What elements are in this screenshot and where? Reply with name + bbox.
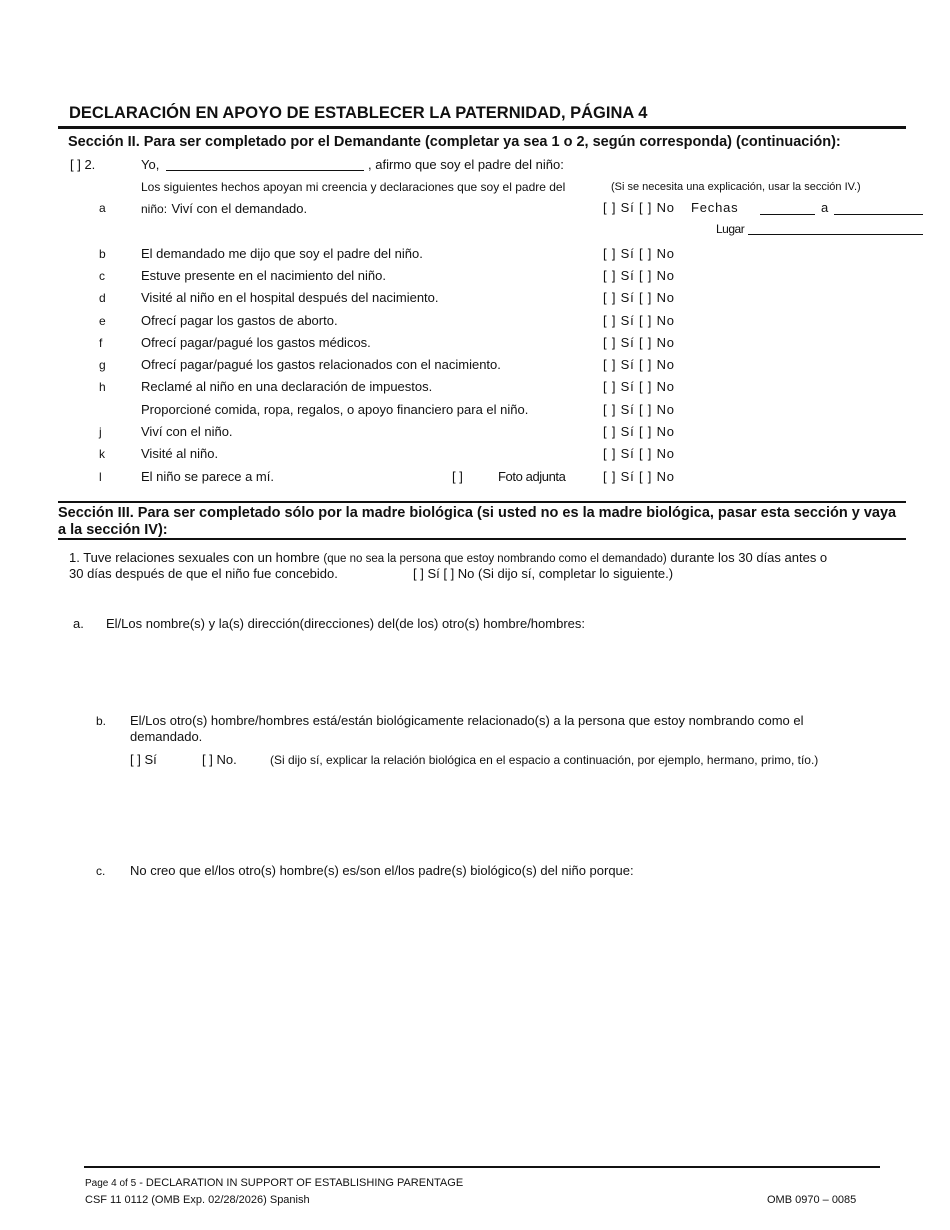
item-letter: h — [99, 380, 106, 394]
item-text: Visité al niño en el hospital después del nacimiento. — [141, 290, 439, 305]
item-answer[interactable]: [ ] Sí [ ] No — [603, 268, 675, 283]
item-letter: e — [99, 314, 106, 328]
item-answer[interactable]: [ ] Sí [ ] No — [603, 379, 675, 394]
sec3-a-letter: a. — [73, 616, 84, 631]
item-answer[interactable]: [ ] Sí [ ] No — [603, 313, 675, 328]
sec3-b-text-1: El/Los otro(s) hombre/hombres está/están biológicamente relacionado(s) a la persona que estoy nombrando como el — [130, 713, 804, 728]
sec3-c-text: No creo que el/los otro(s) hombre(s) es/son el/los padre(s) biológico(s) del niño porque: — [130, 863, 634, 878]
footer-form-id: CSF 11 0112 (OMB Exp. 02/28/2026) Spanish — [85, 1194, 310, 1206]
sec3-b-note: (Si dijo sí, explicar la relación biológica en el espacio a continuación, por ejemplo, hermano, primo, tío.) — [270, 753, 819, 767]
item-answer[interactable]: [ ] Sí [ ] No — [603, 357, 675, 372]
item-text: Proporcioné comida, ropa, regalos, o apoyo financiero para el niño. — [141, 402, 529, 417]
sec3-c-letter: c. — [96, 864, 106, 878]
explanation-note: (Si se necesita una explicación, usar la sección IV.) — [611, 181, 861, 193]
fechas-label: Fechas — [691, 200, 739, 215]
footer-omb: OMB 0970 – 0085 — [767, 1194, 857, 1206]
item-answer[interactable]: [ ] Sí [ ] No — [603, 424, 675, 439]
q1-line-2: 30 días después de que el niño fue concebido. — [69, 566, 338, 581]
fechas-a-label: a — [821, 200, 829, 215]
facts-intro: Los siguientes hechos apoyan mi creencia y declaraciones que soy el padre del — [141, 180, 566, 194]
item-letter: b — [99, 247, 106, 261]
footer-page-info — [85, 1177, 463, 1189]
sec3-a-text: El/Los nombre(s) y la(s) dirección(direcciones) del(de los) otro(s) hombre/hombres: — [106, 616, 586, 631]
title-divider — [58, 126, 906, 129]
fechas-from-field[interactable] — [760, 214, 815, 215]
item-letter: g — [99, 358, 106, 372]
affirm-text: , afirmo que soy el padre del niño: — [368, 157, 564, 172]
name-field[interactable] — [166, 170, 364, 171]
lugar-field[interactable] — [748, 234, 923, 235]
item-text: Ofrecí pagar/pagué los gastos relacionados con el nacimiento. — [141, 357, 501, 372]
lugar-label: Lugar — [716, 222, 745, 236]
item-letter: d — [99, 291, 106, 305]
section-2-heading: Sección II. Para ser completado por el Demandante (completar ya sea 1 o 2, según corresponda) (continuación): — [68, 134, 841, 150]
sec3-b-letter: b. — [96, 714, 107, 728]
item-answer[interactable]: [ ] Sí [ ] No — [603, 446, 675, 461]
item-letter: f — [99, 336, 103, 350]
item-a-answer[interactable]: [ ] Sí [ ] No — [603, 200, 675, 215]
sec3-b-no[interactable]: [ ] No. — [202, 752, 237, 767]
item-answer[interactable]: [ ] Sí [ ] No — [603, 335, 675, 350]
footer-page-title: - DECLARATION IN SUPPORT OF ESTABLISHING PARENTAGE — [136, 1177, 464, 1189]
footer-rule — [84, 1166, 880, 1168]
photo-checkbox[interactable]: [ ] — [452, 469, 463, 484]
yo-label: Yo, — [141, 157, 160, 172]
section-3-top-rule — [58, 501, 906, 503]
item-letter: k — [99, 447, 105, 461]
item-text: Estuve presente en el nacimiento del niño. — [141, 268, 386, 283]
item-text: Visité al niño. — [141, 446, 219, 461]
option-2-checkbox[interactable]: [ ] 2. — [70, 157, 96, 172]
item-a-label: Viví con el demandado. — [171, 201, 308, 216]
item-a-text — [141, 200, 307, 218]
item-l-answer[interactable]: [ ] Sí [ ] No — [603, 469, 675, 484]
item-answer[interactable]: [ ] Sí [ ] No — [603, 402, 675, 417]
item-letter: j — [99, 425, 102, 439]
item-letter: a — [99, 201, 106, 215]
item-text: El demandado me dijo que soy el padre del niño. — [141, 246, 423, 261]
item-answer[interactable]: [ ] Sí [ ] No — [603, 290, 675, 305]
sec3-b-si[interactable]: [ ] Sí — [130, 752, 157, 767]
item-letter: c — [99, 269, 105, 283]
section-3-bottom-rule — [58, 538, 906, 540]
q1-small: (que no sea la persona que estoy nombrando como el demandado) — [323, 553, 667, 565]
fechas-to-field[interactable] — [834, 214, 923, 215]
item-answer[interactable]: [ ] Sí [ ] No — [603, 246, 675, 261]
q1-answer[interactable]: [ ] Sí [ ] No (Si dijo sí, completar lo siguiente.) — [413, 566, 674, 581]
item-letter: l — [99, 470, 102, 484]
item-text: Viví con el niño. — [141, 424, 233, 439]
photo-label: Foto adjunta — [498, 469, 566, 484]
sec3-b-text-2: demandado. — [130, 729, 203, 744]
q1-part2: durante los 30 días antes o — [670, 550, 828, 565]
q1-part1: 1. Tuve relaciones sexuales con un hombre — [69, 550, 320, 565]
item-a-prefix: niño: — [141, 202, 168, 216]
item-text: Ofrecí pagar los gastos de aborto. — [141, 313, 338, 328]
section-3-heading: Sección III. Para ser completado sólo por la madre biológica (si usted no es la madre biológica, pasar esta sección y vaya a la sección IV): — [58, 505, 897, 538]
page-title: DECLARACIÓN EN APOYO DE ESTABLECER LA PATERNIDAD, PÁGINA 4 — [69, 104, 648, 122]
item-text: Reclamé al niño en una declaración de impuestos. — [141, 379, 433, 394]
item-l-text: El niño se parece a mí. — [141, 469, 274, 484]
footer-page-label: Page 4 of 5 — [85, 1178, 137, 1189]
item-text: Ofrecí pagar/pagué los gastos médicos. — [141, 335, 371, 350]
